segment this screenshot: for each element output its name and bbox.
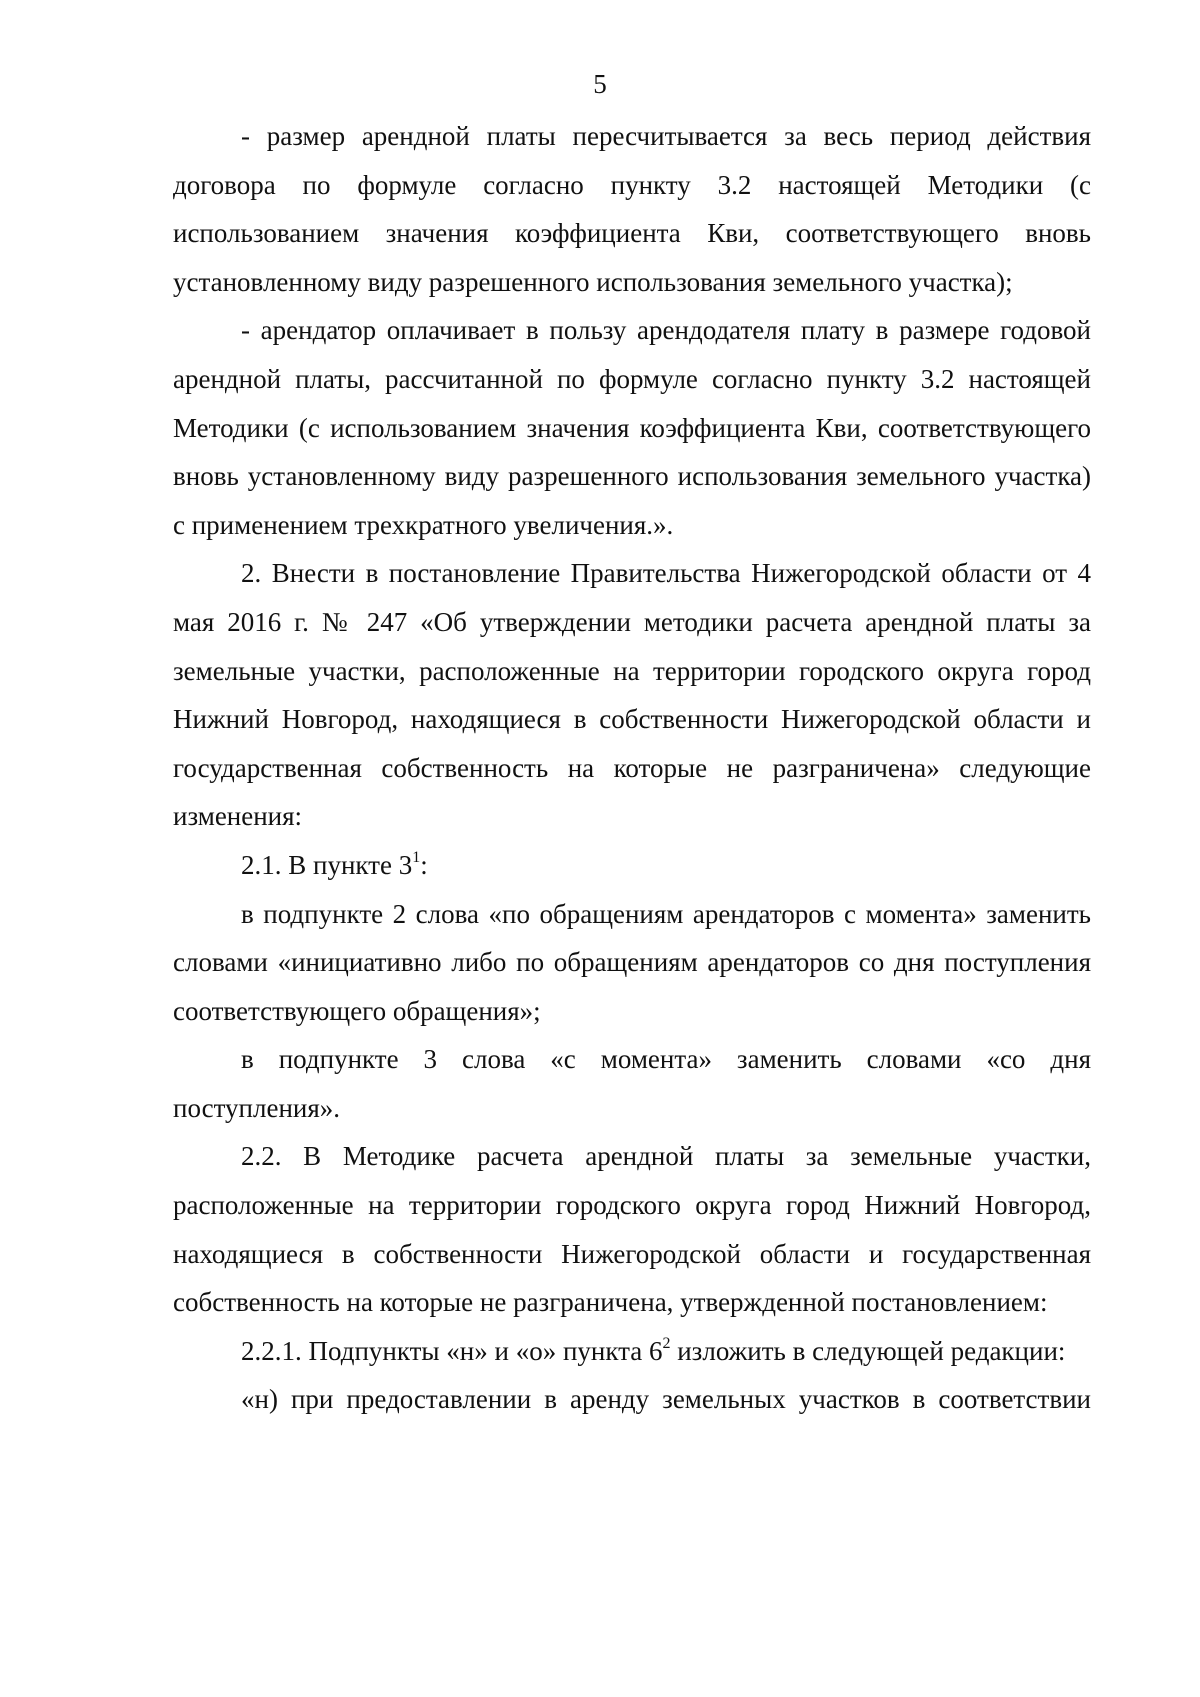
item-2-2-1-text: 2.2.1. Подпункты «н» и «о» пункта 6 bbox=[241, 1335, 663, 1366]
paragraph-rent-recalculation: - размер арендной платы пересчитывается за весь период действия договора по формуле согласно пункту 3.2 настоящей Методики (с использованием значения коэффициента Кви, соответствующего вновь установленному виду разрешенного использования земельного участка); bbox=[173, 121, 1091, 297]
page-number: 5 bbox=[593, 69, 607, 99]
item-2-1-suffix: : bbox=[420, 849, 428, 880]
paragraph-subitem-2: в подпункте 2 слова «по обращениям арендаторов с момента» заменить словами «инициативно либо по обращениям арендаторов со дня поступления соответствующего обращения»; bbox=[173, 898, 1091, 1026]
paragraph-item-2-2-1 bbox=[173, 1327, 1091, 1376]
item-2-2-1-superscript: 2 bbox=[662, 1334, 671, 1352]
paragraph-subitem-3: в подпункте 3 слова «с момента» заменить словами «со дня поступления». bbox=[173, 1044, 1091, 1123]
paragraph-item-2-2: 2.2. В Методике расчета арендной платы за земельные участки, расположенные на территории городского округа город Нижний Новгород, находящиеся в собственности Нижегородской области и государственная собственность на которые не разграничена, утвержденной постановлением: bbox=[173, 1141, 1091, 1318]
paragraph-subitem-n: «н) при предоставлении в аренду земельных участков в соответствии bbox=[241, 1384, 1091, 1415]
paragraph-tenant-payment: - арендатор оплачивает в пользу арендодателя плату в размере годовой арендной платы, рассчитанной по формуле согласно пункту 3.2 настоящей Методики (с использованием значения коэффициента Кви, соответствующего вновь установленному виду разрешенного использования земельного участка) с применением трехкратного увеличения.». bbox=[173, 315, 1091, 540]
paragraph-item-2-1 bbox=[173, 841, 1091, 890]
document-body bbox=[173, 112, 1091, 1424]
item-2-1-superscript: 1 bbox=[412, 848, 421, 866]
item-2-1-text: 2.1. В пункте 3 bbox=[241, 849, 413, 880]
item-2-2-1-suffix: изложить в следующей редакции: bbox=[670, 1335, 1066, 1366]
paragraph-amend-resolution: 2. Внести в постановление Правительства Нижегородской области от 4 мая 2016 г. № 247 «Об утверждении методики расчета арендной платы за земельные участки, расположенные на территории городского округа город Нижний Новгород, находящиеся в собственности Нижегородской области и государственная собственность на которые не разграничена» следующие изменения: bbox=[173, 558, 1091, 832]
